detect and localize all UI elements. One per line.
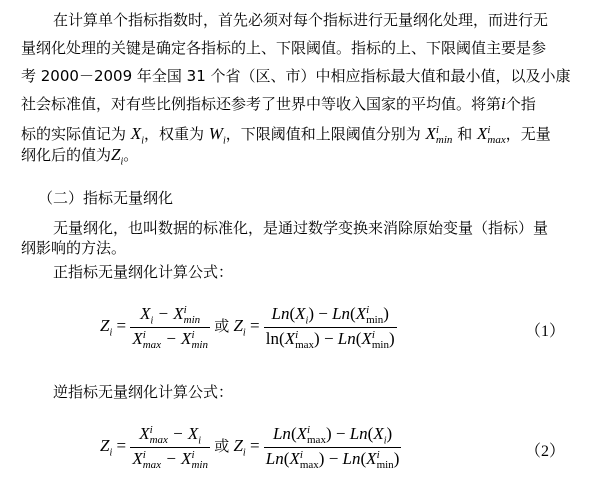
text-segment: 纲化后的值为: [21, 146, 112, 164]
formula-1: $Z_i$ = $X_i - X$ i min X i max − X i min 或 $Z_i$ = $Ln(X_i) - Ln(X$ i min ) ln(X i max ) − Ln(X i min ): [100, 304, 395, 352]
var-Zi: $Z_i$: [111, 145, 124, 168]
equation-number-1: （1）: [524, 323, 565, 340]
fraction: X i max − $X_i$ X i max − X i min: [132, 424, 208, 472]
text-segment: 个指: [505, 95, 536, 113]
formula-2: $Z_i$ = X i max − $X_i$ X i max − X i min 或 $Z_i$ = Ln(X i max ) − $Ln(X_i)$ Ln(X i max ) − Ln(X i min ): [100, 424, 400, 472]
var-Xmin: X i min: [425, 124, 453, 147]
text-segment: 标的实际值记为: [21, 125, 127, 143]
equation-number-2: （2）: [524, 443, 565, 460]
paragraph1-line1: 在计算单个指标指数时，首先必须对每个指标进行无量纲化处理，而进行无: [53, 11, 549, 29]
paragraph1-line4: [21, 94, 536, 114]
text-segment: ，下限阈值和上限阈值分别为: [225, 125, 421, 143]
var-i: i: [501, 94, 506, 113]
fraction: $X_i - X$ i min X i max − X i min: [132, 304, 208, 352]
formula-lhs: $Z_i$: [100, 436, 113, 459]
var-Wi: $W_i$: [208, 124, 226, 147]
positive-formula-label: 正指标无量纲化计算公式：: [53, 263, 234, 281]
text-segment: 。: [123, 146, 139, 164]
negative-formula-label: 逆指标无量纲化计算公式：: [53, 383, 234, 401]
text-segment: 社会标准值，对有些比例指标还参考了世界中等收入国家的平均值。将第: [21, 95, 502, 113]
text-segment: 和: [457, 125, 473, 143]
text-segment: ，无量: [505, 125, 551, 143]
text-segment: ，权重为: [143, 125, 204, 143]
paragraph1-line2: 量纲化处理的关键是确定各指标的上、下限阈值。指标的上、下限阈值主要是参: [21, 39, 547, 57]
fraction: $Ln(X_i) - Ln(X$ i min ) ln(X i max ) − Ln(X i min ): [265, 304, 395, 352]
paragraph2-line1: 无量纲化，也叫数据的标准化，是通过数学变换来消除原始变量（指标）量: [53, 219, 549, 237]
section-heading: （二）指标无量纲化: [38, 189, 174, 207]
formula-lhs: $Z_i$: [100, 316, 113, 339]
var-Xi: $X_i$: [130, 124, 144, 147]
fraction: Ln(X i max ) − $Ln(X_i)$ Ln(X i max ) − Ln(X i min ): [265, 424, 400, 472]
paragraph1-line3: 考 2000－2009 年全国 31 个省（区、市）中相应指标最大值和最小值，以及小康: [21, 67, 571, 85]
paragraph2-line2: 纲影响的方法。: [21, 239, 127, 257]
or-word: 或: [214, 437, 230, 456]
or-word: 或: [214, 317, 230, 336]
var-Xmax: X i max: [476, 124, 506, 147]
paragraph1-line6: [21, 145, 138, 172]
